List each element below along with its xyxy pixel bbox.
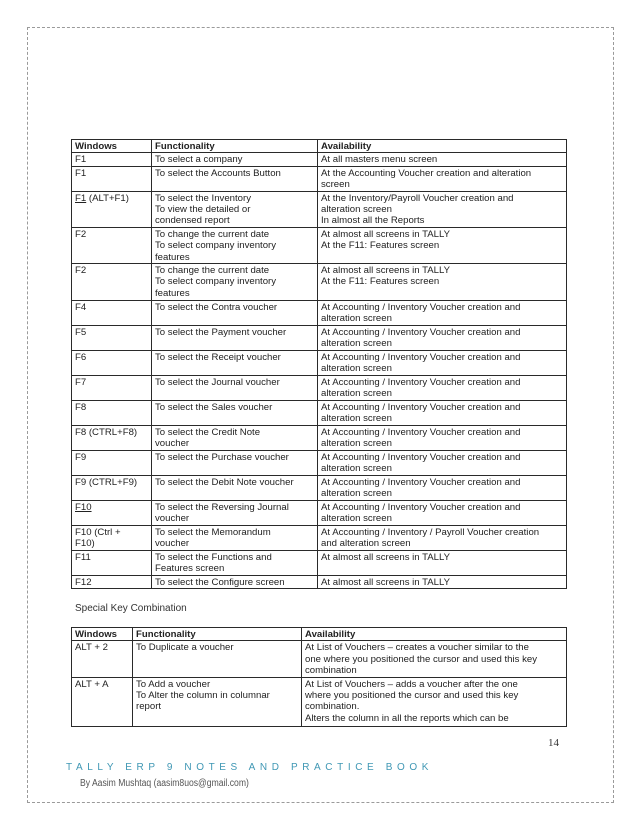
availability-cell: At List of Vouchers – creates a voucher similar to the one where you positioned the cursor and used this key combination [302,641,567,677]
key-cell: F12 [72,575,152,588]
key-cell: F5 [72,326,152,351]
key-cell: F6 [72,351,152,376]
shortcut-key-table [71,139,567,589]
key-cell: F10 (Ctrl + F10) [72,525,152,550]
table-row [72,575,567,588]
availability-cell: At the Inventory/Payroll Voucher creation and alteration screen In almost all the Reports [318,191,567,227]
key-cell: ALT + 2 [72,641,133,677]
key-cell: F11 [72,550,152,575]
key-cell: F8 [72,401,152,426]
availability-cell: At Accounting / Inventory Voucher creation and alteration screen [318,401,567,426]
table-row [72,264,567,301]
header-windows: Windows [72,628,133,641]
availability-cell: At Accounting / Inventory / Payroll Voucher creation and alteration screen [318,525,567,550]
function-cell: To select the Payment voucher [152,326,318,351]
function-cell: To select the Journal voucher [152,376,318,401]
availability-cell: At almost all screens in TALLY At the F11: Features screen [318,227,567,263]
header-windows: Windows [72,140,152,153]
section-title: Special Key Combination [75,603,187,614]
availability-cell: At all masters menu screen [318,153,567,166]
function-cell: To select the Configure screen [152,575,318,588]
table-row [72,376,567,401]
key-cell [72,191,152,227]
availability-cell: At Accounting / Inventory Voucher creation and alteration screen [318,326,567,351]
availability-cell: At Accounting / Inventory Voucher creation and alteration screen [318,301,567,326]
table-row [72,227,567,263]
table-header-row [72,628,567,641]
key-cell: F9 (CTRL+F9) [72,475,152,500]
availability-cell: At Accounting / Inventory Voucher creation and alteration screen [318,376,567,401]
key-cell: F7 [72,376,152,401]
function-cell: To select a company [152,153,318,166]
table-row [72,475,567,500]
table-row [72,301,567,326]
function-cell: To select the Sales voucher [152,401,318,426]
table-row [72,641,567,677]
availability-cell: At the Accounting Voucher creation and alteration screen [318,166,567,191]
availability-cell: At almost all screens in TALLY At the F11: Features screen [318,264,567,301]
table-row [72,401,567,426]
table-row [72,500,567,525]
special-key-table [71,627,567,727]
key-cell: F9 [72,450,152,475]
key-cell: F1 [72,166,152,191]
availability-cell: At List of Vouchers – adds a voucher after the one where you positioned the cursor and used this key combination. Alters the column in all the reports which can be [302,677,567,726]
table-row [72,326,567,351]
table-header-row [72,140,567,153]
availability-cell: At almost all screens in TALLY [318,550,567,575]
function-cell: To change the current date To select company inventory features [152,227,318,263]
function-cell: To select the Reversing Journal voucher [152,500,318,525]
key-cell: F1 [72,153,152,166]
availability-cell: At Accounting / Inventory Voucher creation and alteration screen [318,500,567,525]
function-cell: To change the current date To select company inventory features [152,264,318,301]
table-row [72,550,567,575]
function-cell: To select the Contra voucher [152,301,318,326]
key-cell: ALT + A [72,677,133,726]
table-row [72,677,567,726]
function-cell: To Duplicate a voucher [133,641,302,677]
function-cell: To select the Functions and Features screen [152,550,318,575]
header-availability: Availability [318,140,567,153]
header-availability: Availability [302,628,567,641]
table-row [72,166,567,191]
page-number: 14 [548,737,559,749]
function-cell: To select the Credit Note voucher [152,426,318,451]
function-cell: To select the Purchase voucher [152,450,318,475]
availability-cell: At Accounting / Inventory Voucher creation and alteration screen [318,475,567,500]
table-row [72,525,567,550]
key-cell: F4 [72,301,152,326]
availability-cell: At Accounting / Inventory Voucher creation and alteration screen [318,426,567,451]
table-row [72,351,567,376]
key-cell: F8 (CTRL+F8) [72,426,152,451]
header-functionality: Functionality [133,628,302,641]
table-row [72,191,567,227]
key-link: F10 [75,501,92,513]
key-cell: F2 [72,264,152,301]
function-cell: To select the Debit Note voucher [152,475,318,500]
table-row [72,426,567,451]
key-cell [72,500,152,525]
header-functionality: Functionality [152,140,318,153]
table-row [72,153,567,166]
availability-cell: At Accounting / Inventory Voucher creation and alteration screen [318,351,567,376]
function-cell: To select the Receipt voucher [152,351,318,376]
table-row [72,450,567,475]
function-cell: To select the Memorandum voucher [152,525,318,550]
key-cell: F2 [72,227,152,263]
key-suffix: (ALT+F1) [86,192,129,204]
key-link: F1 [75,192,87,204]
function-cell: To select the Accounts Button [152,166,318,191]
availability-cell: At almost all screens in TALLY [318,575,567,588]
footer-book-title: TALLY ERP 9 NOTES AND PRACTICE BOOK [66,762,433,773]
function-cell: To Add a voucher To Alter the column in columnar report [133,677,302,726]
function-cell: To select the Inventory To view the detailed or condensed report [152,191,318,227]
footer-author: By Aasim Mushtaq (aasim8uos@gmail.com) [80,778,249,789]
availability-cell: At Accounting / Inventory Voucher creation and alteration screen [318,450,567,475]
